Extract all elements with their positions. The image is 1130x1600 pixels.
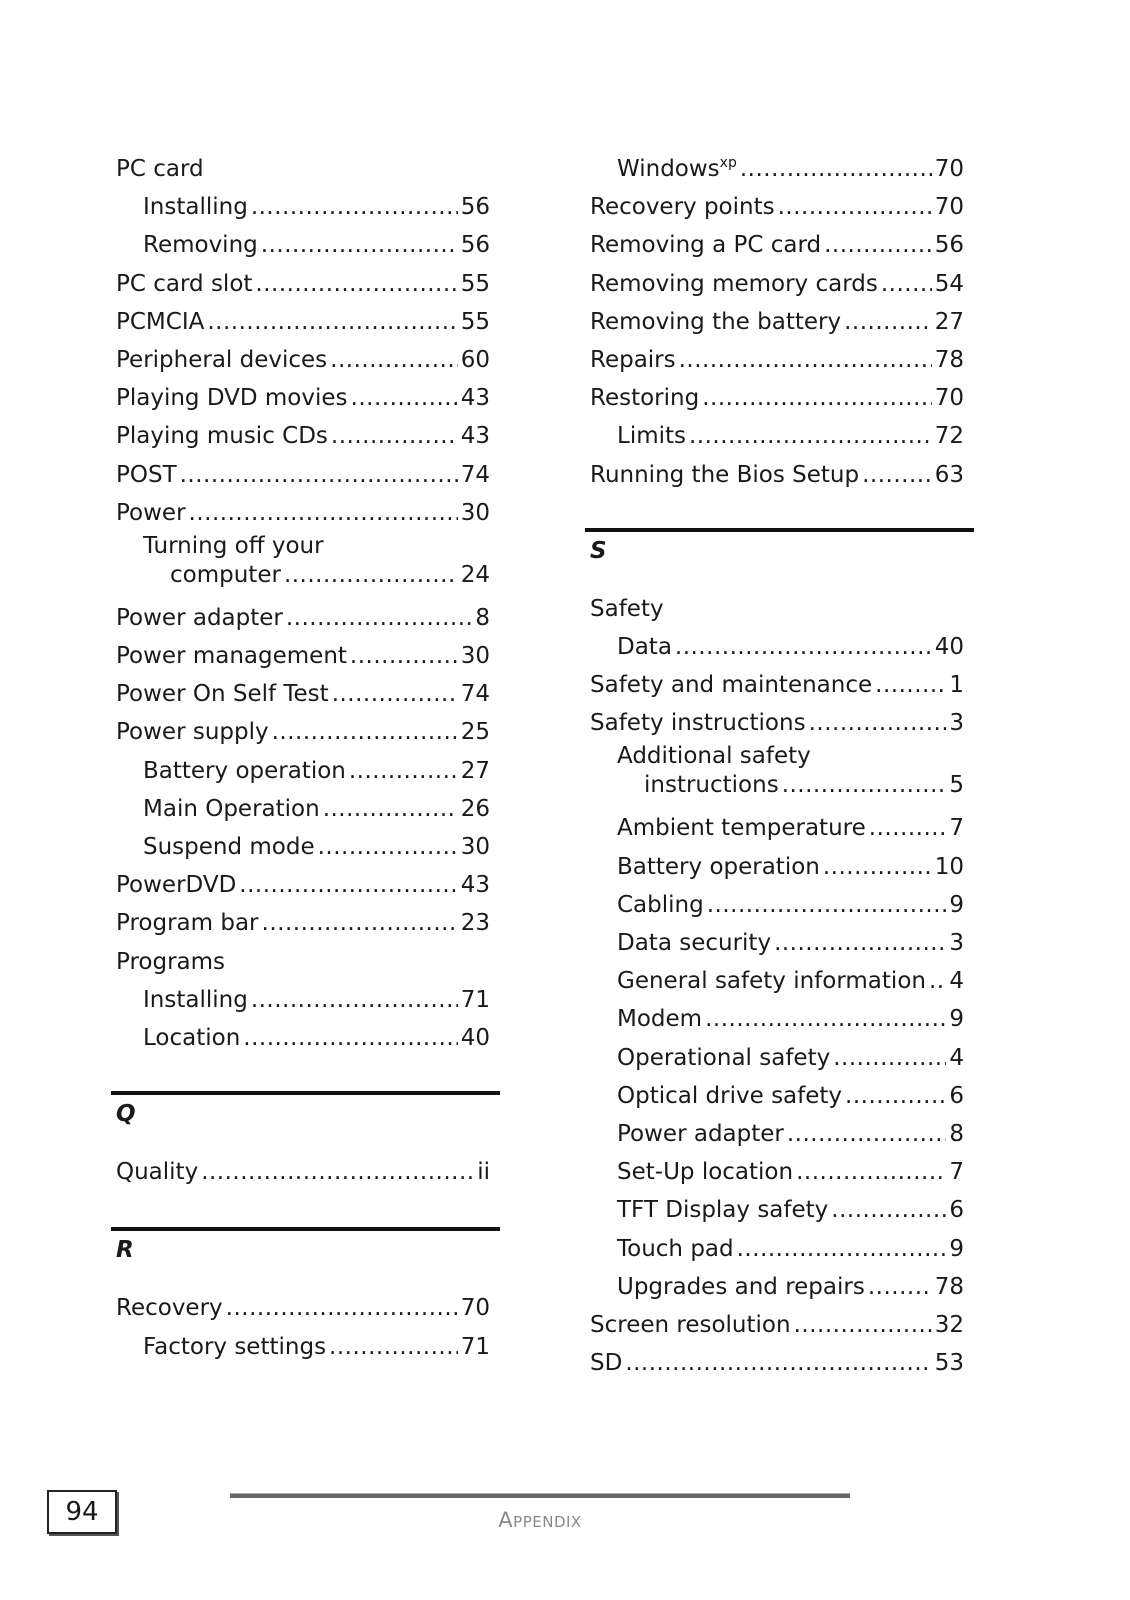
dot-leader <box>833 1039 946 1077</box>
index-entry <box>116 188 490 226</box>
section-letter: Q <box>116 1101 136 1128</box>
dot-leader <box>286 599 472 637</box>
index-entry-page: 27 <box>934 308 964 335</box>
dot-leader <box>809 704 947 742</box>
index-entry-page: 53 <box>934 1350 964 1377</box>
index-entry <box>590 924 964 962</box>
index-entry <box>116 417 490 455</box>
index-entry-page: 43 <box>460 385 490 412</box>
index-entry-page: 8 <box>475 604 490 631</box>
dot-leader <box>869 809 947 847</box>
index-entry <box>116 981 490 1019</box>
dot-leader <box>782 771 947 800</box>
index-entry-page: 4 <box>949 1044 964 1071</box>
index-entry-page: 43 <box>460 423 490 450</box>
index-entry-page: 3 <box>949 710 964 737</box>
index-entry-term: Modem <box>617 1006 703 1033</box>
dot-leader <box>262 904 458 942</box>
dot-leader <box>824 226 932 264</box>
index-entry-term: Additional safety <box>617 743 811 770</box>
index-entry-term: Removing <box>143 232 258 259</box>
dot-leader <box>796 1153 946 1191</box>
index-entry <box>116 866 490 904</box>
index-entry-term: TFT Display safety <box>617 1197 829 1224</box>
index-entry-term: Battery operation <box>143 757 346 784</box>
dot-leader <box>350 637 458 675</box>
index-entry-term: Installing <box>143 194 248 221</box>
index-entry-page: 43 <box>460 872 490 899</box>
dot-leader <box>332 675 458 713</box>
index-group-s <box>590 590 964 743</box>
index-entry-page: 55 <box>460 270 490 297</box>
index-entry <box>590 1000 964 1038</box>
dot-leader <box>180 456 458 494</box>
index-entry-term: Cabling <box>617 891 704 918</box>
index-entry-term: Removing the battery <box>590 308 842 335</box>
index-entry-term: Running the Bios Setup <box>590 461 860 488</box>
index-entry-term: PC card slot <box>116 270 253 297</box>
index-entry-page: 55 <box>460 308 490 335</box>
index-entry-page: 70 <box>934 385 964 412</box>
index-entry-term: Screen resolution <box>590 1311 791 1338</box>
footer-section-label: Appendix <box>498 1508 582 1532</box>
index-entry-term: Quality <box>116 1159 199 1186</box>
index-entry-term: Removing a PC card <box>590 232 822 259</box>
index-entry <box>116 456 490 494</box>
index-entry <box>590 704 964 742</box>
dot-leader <box>778 188 932 226</box>
index-entry-page: 26 <box>460 795 490 822</box>
dot-leader <box>787 1115 946 1153</box>
index-entry <box>590 1344 964 1382</box>
index-entry-term: Safety <box>590 595 664 622</box>
index-entry-term: Recovery <box>116 1295 223 1322</box>
index-entry-page: 78 <box>934 1273 964 1300</box>
index-entry-page: 30 <box>460 834 490 860</box>
index-entry <box>116 943 490 981</box>
index-entry-term: Data security <box>617 930 772 956</box>
dot-leader <box>251 188 458 226</box>
index-entry <box>590 1115 964 1153</box>
section-header-s <box>585 528 974 590</box>
dot-leader <box>823 848 932 886</box>
index-entry <box>116 494 490 532</box>
index-entry-page: 70 <box>934 194 964 221</box>
index-entry-term: SD <box>590 1350 623 1377</box>
index-column-right <box>590 150 964 1382</box>
index-entry-term: Limits <box>617 423 686 450</box>
index-entry-term: Power On Self Test <box>116 681 329 708</box>
index-entry-term: PowerDVD <box>116 872 237 899</box>
dot-leader <box>189 494 458 532</box>
index-entry-term: PCMCIA <box>116 308 205 335</box>
dot-leader <box>330 341 458 379</box>
index-entry <box>590 1230 964 1268</box>
index-group-q <box>116 1153 490 1191</box>
index-group-s-continued <box>590 809 964 1382</box>
dot-leader <box>349 752 458 790</box>
index-entry <box>590 1077 964 1115</box>
index-entry-term: Installing <box>143 986 248 1013</box>
dot-leader <box>255 265 457 303</box>
dot-leader <box>740 150 932 188</box>
index-entry <box>590 1268 964 1306</box>
index-entry-page: 10 <box>934 853 964 880</box>
index-group-r-continued <box>590 188 964 494</box>
index-group-p-continued <box>116 599 490 1057</box>
index-group-r <box>116 1289 490 1365</box>
index-entry <box>116 790 490 828</box>
index-entry <box>116 752 490 790</box>
index-entry <box>116 265 490 303</box>
index-entry-page: 30 <box>460 643 490 670</box>
dot-leader <box>831 1191 946 1229</box>
dot-leader <box>679 341 932 379</box>
index-entry-term: Power adapter <box>116 604 283 631</box>
index-entry <box>116 226 490 264</box>
index-entry-term: Removing memory cards <box>590 270 878 297</box>
section-header-r <box>111 1227 500 1289</box>
index-entry-page: 5 <box>949 772 964 799</box>
index-entry <box>116 828 490 866</box>
index-entry-term: Restoring <box>590 385 700 412</box>
dot-leader <box>881 265 932 303</box>
index-entry-term: POST <box>116 461 177 488</box>
index-entry-term: Power management <box>116 643 347 670</box>
index-entry-page: 8 <box>949 1120 964 1147</box>
index-entry <box>590 265 964 303</box>
index-entry-multiline <box>116 532 490 599</box>
dot-leader <box>239 866 457 904</box>
index-entry <box>116 1153 490 1191</box>
index-entry <box>116 599 490 637</box>
index-entry-page: 7 <box>949 1159 964 1186</box>
index-entry <box>590 666 964 704</box>
dot-leader <box>737 1230 947 1268</box>
dot-leader <box>875 666 946 704</box>
index-entry-page: 32 <box>934 1311 964 1338</box>
section-header-q <box>111 1091 500 1153</box>
index-entry-page: 74 <box>460 461 490 488</box>
index-entry-page: 70 <box>460 1295 490 1322</box>
dot-leader <box>243 1019 457 1057</box>
index-entry-page: 9 <box>949 1006 964 1033</box>
index-entry-term: Factory settings <box>143 1333 327 1360</box>
index-entry <box>116 1019 490 1057</box>
index-entry <box>590 1039 964 1077</box>
index-entry-page: 72 <box>934 423 964 450</box>
dot-leader <box>707 886 947 924</box>
dot-leader <box>226 1289 458 1327</box>
index-entry <box>590 379 964 417</box>
index-entry <box>116 379 490 417</box>
index-entry-page: 70 <box>934 156 964 182</box>
dot-leader <box>702 379 932 417</box>
page-number: 94 <box>47 1490 117 1534</box>
dot-leader <box>774 924 946 962</box>
dot-leader <box>675 628 932 666</box>
index-entry <box>590 456 964 494</box>
index-entry <box>590 628 964 666</box>
index-entry-term: Ambient temperature <box>617 815 866 842</box>
index-entry-page: 6 <box>949 1197 964 1224</box>
index-entry-page: 71 <box>460 986 490 1013</box>
index-entry-term: Turning off your <box>143 532 324 559</box>
index-entry-term: PC card <box>116 156 204 182</box>
index-entry <box>116 713 490 751</box>
index-entry-term: Programs <box>116 948 226 975</box>
index-entry-term: Power <box>116 499 186 526</box>
index-entry <box>590 1191 964 1229</box>
index-entry <box>116 341 490 379</box>
index-entry-page: 71 <box>460 1333 490 1360</box>
index-entry-term: Playing DVD movies <box>116 385 348 412</box>
index-entry-term: instructions <box>644 772 779 799</box>
index-entry-page: 3 <box>949 930 964 956</box>
index-entry <box>590 226 964 264</box>
index-entry-term: Program bar <box>116 910 259 937</box>
index-entry <box>116 1289 490 1327</box>
index-entry <box>590 886 964 924</box>
index-entry-page: 56 <box>460 194 490 221</box>
index-entry <box>590 188 964 226</box>
index-entry-page: 78 <box>934 346 964 373</box>
dot-leader <box>689 417 932 455</box>
dot-leader <box>844 303 932 341</box>
index-entry-page: 74 <box>460 681 490 708</box>
index-entry-term: Windows$^{xp}$ <box>617 155 737 182</box>
index-entry-continuation <box>143 561 490 599</box>
section-letter: R <box>116 1237 134 1264</box>
index-entry-page: 63 <box>934 461 964 488</box>
index-entry <box>590 1306 964 1344</box>
index-entry <box>116 904 490 942</box>
index-column-left <box>116 150 490 1366</box>
dot-leader <box>845 1077 946 1115</box>
dot-leader <box>331 417 458 455</box>
index-entry-term: computer <box>170 561 281 588</box>
index-entry-page: 40 <box>460 1024 490 1051</box>
dot-leader <box>251 981 458 1019</box>
index-entry <box>116 675 490 713</box>
index-entry-page: 25 <box>460 719 490 746</box>
index-entry-page: 9 <box>949 1235 964 1262</box>
index-entry <box>590 1153 964 1191</box>
dot-leader <box>201 1153 474 1191</box>
index-entry-page: 30 <box>460 499 490 526</box>
index-entry-term: Main Operation <box>143 795 320 822</box>
dot-leader <box>323 790 458 828</box>
index-entry-term: Data <box>617 633 672 660</box>
index-entry-page: 54 <box>934 270 964 297</box>
index-entry <box>116 150 490 188</box>
dot-leader <box>868 1268 932 1306</box>
dot-leader <box>794 1306 932 1344</box>
dot-leader <box>862 456 932 494</box>
dot-leader <box>284 561 458 590</box>
index-entry-term: Set-Up location <box>617 1159 794 1186</box>
index-entry-page: 4 <box>949 968 964 995</box>
index-entry-page: 23 <box>460 910 490 937</box>
dot-leader <box>261 226 458 264</box>
index-entry <box>116 1328 490 1366</box>
index-entry-term: Power adapter <box>617 1120 784 1147</box>
index-entry <box>590 303 964 341</box>
index-entry-page: 27 <box>460 757 490 784</box>
index-entry <box>590 809 964 847</box>
index-entry-continuation <box>617 771 964 809</box>
index-entry-term: Operational safety <box>617 1044 831 1071</box>
index-entry <box>590 341 964 379</box>
index-entry-term: General safety information <box>617 968 926 995</box>
footer-rule <box>230 1493 850 1498</box>
index-entry-page: 7 <box>949 815 964 842</box>
dot-leader <box>351 379 458 417</box>
index-entry-page: 9 <box>949 891 964 918</box>
dot-leader <box>207 303 457 341</box>
index-entry-term: Peripheral devices <box>116 346 328 373</box>
dot-leader <box>329 1328 458 1366</box>
index-entry-page: 40 <box>934 633 964 660</box>
index-entry-page: 56 <box>934 232 964 259</box>
index-entry-page: 56 <box>460 232 490 259</box>
index-entry-term: Safety instructions <box>590 710 806 737</box>
index-entry-page: ii <box>477 1159 490 1186</box>
index-entry-term: Repairs <box>590 346 676 373</box>
superscript: xp <box>719 155 737 171</box>
dot-leader <box>929 962 946 1000</box>
dot-leader <box>625 1344 931 1382</box>
index-entry <box>590 962 964 1000</box>
index-entry <box>116 303 490 341</box>
index-entry-page: 1 <box>949 672 964 699</box>
index-entry <box>116 637 490 675</box>
index-entry-term: Optical drive safety <box>617 1082 843 1109</box>
dot-leader <box>705 1000 946 1038</box>
index-entry-term: Upgrades and repairs <box>617 1273 865 1300</box>
index-entry-term: Touch pad <box>617 1235 734 1262</box>
section-letter: S <box>590 537 607 564</box>
index-entry-multiline <box>590 742 964 809</box>
index-entry-term: Playing music CDs <box>116 423 328 450</box>
index-entry-term: Location <box>143 1024 241 1051</box>
index-entry-term: Battery operation <box>617 853 820 880</box>
index-entry-page: 6 <box>949 1082 964 1109</box>
dot-leader <box>318 828 458 866</box>
dot-leader <box>272 713 458 751</box>
index-entry <box>590 417 964 455</box>
index-entry-term: Suspend mode <box>143 834 315 860</box>
index-entry <box>590 848 964 886</box>
index-entry-term: Safety and maintenance <box>590 672 873 699</box>
index-entry-term: Recovery points <box>590 194 775 221</box>
index-entry <box>590 590 964 628</box>
index-group-p <box>116 150 490 532</box>
index-entry <box>590 150 964 188</box>
index-entry-page: 24 <box>460 561 490 588</box>
index-entry-page: 60 <box>460 346 490 373</box>
index-entry-term: Power supply <box>116 719 269 746</box>
